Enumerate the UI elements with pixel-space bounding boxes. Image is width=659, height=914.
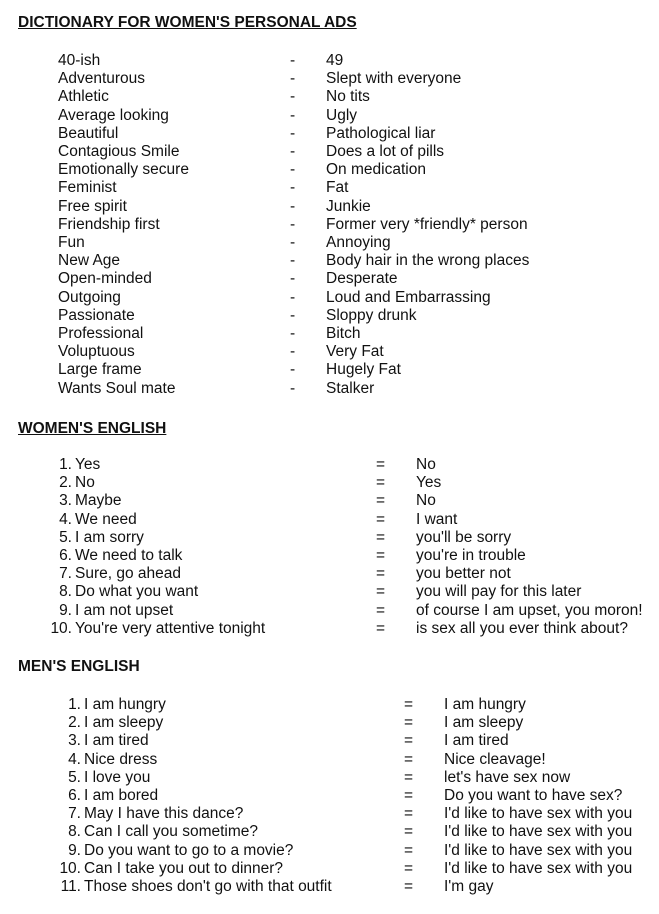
dictionary-heading: DICTIONARY FOR WOMEN'S PERSONAL ADS: [18, 14, 357, 31]
item-meaning: Body hair in the wrong places: [326, 252, 530, 270]
item-number: 9.: [68, 841, 81, 859]
item-separator: -: [290, 124, 296, 142]
item-separator: -: [290, 288, 296, 306]
dictionary-row: [0, 289, 659, 307]
mens-english-row: [0, 751, 659, 769]
item-number: 5.: [68, 768, 81, 786]
item-term: I am hungry: [84, 696, 166, 713]
dictionary-row: [0, 343, 659, 361]
item-meaning: I'd like to have sex with you: [444, 823, 633, 841]
item-separator: =: [404, 768, 414, 786]
item-meaning: On medication: [326, 161, 426, 179]
item-term: Passionate: [58, 306, 135, 324]
womens-english-row: [0, 492, 659, 510]
item-meaning: of course I am upset, you moron!: [416, 601, 643, 619]
womens-english-row: [0, 583, 659, 601]
item-term: We need to talk: [75, 547, 183, 564]
item-meaning: let's have sex now: [444, 768, 571, 786]
item-term: Voluptuous: [58, 343, 135, 361]
item-term: 40-ish: [58, 52, 101, 69]
item-term: Maybe: [75, 492, 122, 510]
dictionary-row: [0, 234, 659, 252]
item-term: I love you: [84, 768, 151, 786]
dictionary-row: [0, 52, 659, 70]
womens-english-row: [0, 565, 659, 583]
item-term: You're very attentive tonight: [75, 619, 266, 637]
item-separator: -: [290, 252, 296, 270]
item-number: 5.: [59, 528, 72, 546]
item-separator: =: [404, 823, 414, 841]
item-number: 1.: [59, 456, 72, 473]
mens-english-row: [0, 732, 659, 750]
item-separator: -: [290, 179, 296, 197]
item-term: Sure, go ahead: [75, 565, 182, 583]
womens-english-row: [0, 547, 659, 565]
item-separator: =: [404, 732, 414, 750]
item-separator: -: [290, 234, 296, 251]
item-term: Outgoing: [58, 288, 121, 306]
dictionary-row: [0, 252, 659, 270]
item-term: Emotionally secure: [58, 161, 189, 179]
mens-english-row: [0, 805, 659, 823]
item-separator: =: [404, 841, 414, 859]
item-term: Average looking: [58, 106, 169, 124]
item-meaning: Nice cleavage!: [444, 750, 546, 768]
item-meaning: Very Fat: [326, 343, 384, 361]
item-separator: -: [290, 379, 296, 397]
item-term: Do what you want: [75, 583, 199, 601]
item-meaning: Pathological liar: [326, 124, 436, 142]
item-number: 6.: [59, 547, 72, 564]
item-meaning: Fat: [326, 179, 349, 197]
item-term: New Age: [58, 252, 121, 270]
dictionary-row: [0, 307, 659, 325]
item-meaning: 49: [326, 52, 344, 69]
item-separator: =: [404, 750, 414, 768]
item-meaning: No: [416, 456, 436, 473]
item-number: 8.: [59, 583, 72, 601]
item-separator: =: [376, 583, 386, 601]
dictionary-row: [0, 107, 659, 125]
item-separator: =: [376, 619, 386, 637]
item-meaning: I want: [416, 510, 458, 528]
item-meaning: I'm gay: [444, 878, 494, 895]
item-separator: =: [404, 859, 414, 877]
item-meaning: I'd like to have sex with you: [444, 859, 633, 877]
item-meaning: Yes: [416, 474, 442, 492]
item-separator: =: [376, 474, 386, 492]
dictionary-row: [0, 70, 659, 88]
item-number: 4.: [59, 510, 72, 528]
item-meaning: Do you want to have sex?: [444, 787, 623, 804]
item-meaning: Loud and Embarrassing: [326, 288, 491, 306]
item-term: I am sorry: [75, 528, 144, 546]
item-meaning: Former very *friendly* person: [326, 215, 528, 233]
item-separator: -: [290, 306, 296, 324]
item-number: 3.: [59, 492, 72, 510]
item-separator: -: [290, 143, 296, 160]
item-meaning: you better not: [416, 565, 511, 583]
mens-english-row: [0, 696, 659, 714]
womens-english-heading: WOMEN'S ENGLISH: [18, 420, 167, 437]
item-meaning: Stalker: [326, 379, 375, 397]
item-term: Large frame: [58, 361, 142, 379]
item-term: Beautiful: [58, 124, 119, 142]
item-meaning: is sex all you ever think about?: [416, 619, 628, 637]
item-term: Yes: [75, 456, 101, 473]
mens-english-row: [0, 860, 659, 878]
item-separator: -: [290, 161, 296, 179]
dictionary-row: [0, 161, 659, 179]
item-term: I am sleepy: [84, 714, 164, 732]
item-separator: =: [404, 787, 414, 804]
item-meaning: I am hungry: [444, 696, 526, 713]
item-separator: -: [290, 343, 296, 361]
item-separator: -: [290, 52, 296, 69]
item-term: Nice dress: [84, 750, 158, 768]
item-term: I am not upset: [75, 601, 174, 619]
item-separator: -: [290, 106, 296, 124]
dictionary-row: [0, 88, 659, 106]
dictionary-row: [0, 216, 659, 234]
dictionary-row: [0, 270, 659, 288]
mens-english-row: [0, 878, 659, 896]
item-number: 3.: [68, 732, 81, 750]
womens-english-row: [0, 511, 659, 529]
item-number: 9.: [59, 601, 72, 619]
item-separator: -: [290, 325, 296, 342]
item-number: 2.: [68, 714, 81, 732]
item-meaning: I am tired: [444, 732, 509, 750]
item-term: Open-minded: [58, 270, 152, 288]
item-term: Professional: [58, 325, 144, 342]
item-meaning: Bitch: [326, 325, 361, 342]
item-number: 4.: [68, 750, 81, 768]
item-term: Do you want to go to a movie?: [84, 841, 294, 859]
item-term: May I have this dance?: [84, 805, 244, 823]
item-separator: -: [290, 361, 296, 379]
dictionary-row: [0, 361, 659, 379]
item-term: I am tired: [84, 732, 149, 750]
item-term: I am bored: [84, 787, 159, 804]
item-separator: -: [290, 197, 296, 215]
item-term: Fun: [58, 234, 85, 251]
item-separator: =: [376, 601, 386, 619]
item-term: Friendship first: [58, 215, 160, 233]
item-term: Feminist: [58, 179, 117, 197]
item-separator: -: [290, 70, 296, 88]
womens-english-row: [0, 474, 659, 492]
item-meaning: Sloppy drunk: [326, 306, 417, 324]
item-term: Can I take you out to dinner?: [84, 859, 284, 877]
item-term: Wants Soul mate: [58, 379, 176, 397]
item-meaning: I'd like to have sex with you: [444, 841, 633, 859]
item-number: 7.: [68, 805, 81, 823]
item-meaning: you will pay for this later: [416, 583, 582, 601]
item-separator: =: [376, 528, 386, 546]
dictionary-row: [0, 179, 659, 197]
item-separator: =: [404, 714, 414, 732]
item-separator: -: [290, 215, 296, 233]
item-term: Athletic: [58, 88, 109, 106]
item-meaning: Does a lot of pills: [326, 143, 445, 160]
item-meaning: Ugly: [326, 106, 358, 124]
item-separator: =: [376, 492, 386, 510]
item-term: Those shoes don't go with that outfit: [84, 878, 332, 895]
item-separator: -: [290, 270, 296, 288]
mens-english-heading: MEN'S ENGLISH: [18, 658, 140, 675]
dictionary-row: [0, 198, 659, 216]
item-number: 8.: [68, 823, 81, 841]
womens-english-row: [0, 529, 659, 547]
item-number: 2.: [59, 474, 72, 492]
item-separator: =: [376, 510, 386, 528]
item-separator: =: [376, 547, 386, 564]
mens-english-row: [0, 714, 659, 732]
dictionary-row: [0, 380, 659, 398]
item-separator: =: [376, 456, 386, 473]
item-number: 6.: [68, 787, 81, 804]
item-term: Free spirit: [58, 197, 127, 215]
dictionary-row: [0, 125, 659, 143]
mens-english-row: [0, 787, 659, 805]
dictionary-row: [0, 325, 659, 343]
item-term: Can I call you sometime?: [84, 823, 259, 841]
item-number: 10.: [50, 619, 72, 637]
item-meaning: you're in trouble: [416, 547, 526, 564]
item-separator: =: [376, 565, 386, 583]
item-meaning: I am sleepy: [444, 714, 524, 732]
item-meaning: you'll be sorry: [416, 528, 512, 546]
item-meaning: No tits: [326, 88, 370, 106]
item-meaning: Hugely Fat: [326, 361, 401, 379]
item-term: Contagious Smile: [58, 143, 180, 160]
item-separator: -: [290, 88, 296, 106]
mens-english-row: [0, 823, 659, 841]
mens-english-row: [0, 842, 659, 860]
dictionary-row: [0, 143, 659, 161]
item-number: 1.: [68, 696, 81, 713]
womens-english-row: [0, 456, 659, 474]
item-meaning: Slept with everyone: [326, 70, 462, 88]
item-separator: =: [404, 696, 414, 713]
item-term: No: [75, 474, 95, 492]
item-term: We need: [75, 510, 137, 528]
item-meaning: Desperate: [326, 270, 398, 288]
item-number: 11.: [60, 878, 81, 895]
item-number: 7.: [59, 565, 72, 583]
item-number: 10.: [59, 859, 81, 877]
item-separator: =: [404, 878, 414, 895]
womens-english-row: [0, 602, 659, 620]
womens-english-row: [0, 620, 659, 638]
item-meaning: I'd like to have sex with you: [444, 805, 633, 823]
item-separator: =: [404, 805, 414, 823]
mens-english-row: [0, 769, 659, 787]
item-meaning: Annoying: [326, 234, 391, 251]
item-meaning: No: [416, 492, 436, 510]
item-term: Adventurous: [58, 70, 146, 88]
item-meaning: Junkie: [326, 197, 371, 215]
